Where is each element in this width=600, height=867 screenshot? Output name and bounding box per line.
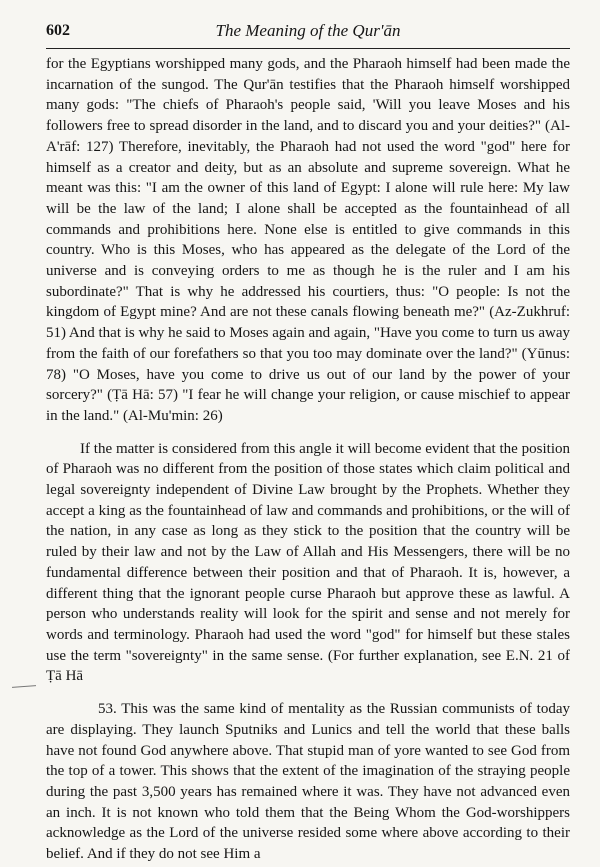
page-header [46, 18, 570, 48]
paragraph-continuation: for the Egyptians worshipped many gods, and the Pharaoh himself had been made the incarnation of the sungod. The Qur'ān testifies that the Pharaoh himself worshipped many gods: "The chiefs of Pharaoh's people said, 'Will you leave Moses and his followers free to spread disorder in the land, and to discard you and your deities?" (Al-A'rāf: 127) Therefore, inevitably, the Pharaoh had not used the word "god" here for himself as a creator and deity, but as an absolute and supreme sovereign. What he meant was this: "I am the owner of this land of Egypt: I alone will rule here: My law will be the law of the land; I alone shall be accepted as the fountainhead of all commands and prohibitions here. None else is entitled to give commands in this country. Who is this Moses, who has appeared as the delegate of the Lord of the universe and is conveying orders to me as though he is the ruler and I am his subordinate?" That is why he addressed his courtiers, thus: "O people: Is not the kingdom of Egypt mine? And are not these canals flowing beneath me?" (Az-Zukhruf: 51) And that is why he said to Moses again and again, "Have you come to turn us away from the faith of our forefathers so that you too may dominate over the land?" (Yūnus: 78) "O Moses, have you come to drive us out of our land by the power of your sorcery?" (Ṭā Hā: 57) "I fear he will change your religion, or cause mischief to appear in the land." (Al-Mu'min: 26) [46, 56, 570, 424]
running-title: The Meaning of the Qur'ān [215, 21, 401, 40]
paragraph-pharaoh-sovereignty: If the matter is considered from this angle it will become evident that the position of Pharaoh was no different from the position of those states which claim political and legal sovereignty independent of Divine Law brought by the Prophets. Whether they accept a king as the fountainhead of law and commands and prohibitions, or the will of the nation, in any case as long as they stick to the position that the country will be ruled by their law and not by the Law of Allah and His Messengers, there will be no fundamental difference between their position and that of Pharaoh. It is, however, a different thing that the ignorant people curse Pharaoh but approve these as lawful. A person who understands reality will look for the spirit and sense and not merely for words and terminology. Pharaoh had used the word "god" for himself but these stales use the term "sovereignty" in the same sense. (For further explanation, see E.N. 21 of Ṭā Hā [46, 440, 570, 685]
page-number: 602 [46, 22, 70, 39]
header-rule [46, 48, 570, 49]
note-53: 53. This was the same kind of mentality as the Russian communists of today are displaying. They launch Sputniks and Lunics and tell the world that these balls have not found God anywhere above. That stupid man of yore wanted to see God from the top of a tower. This shows that the extent of the imagination of the straying people during the past 3,500 years has remained where it was. They have not advanced even an inch. It is not known who told them that the Being Whom the God-worshippers acknowledge as the Lord of the universe resided some where above according to their belief. And if they do not see Him a [46, 701, 570, 863]
margin-pen-mark [12, 685, 36, 688]
